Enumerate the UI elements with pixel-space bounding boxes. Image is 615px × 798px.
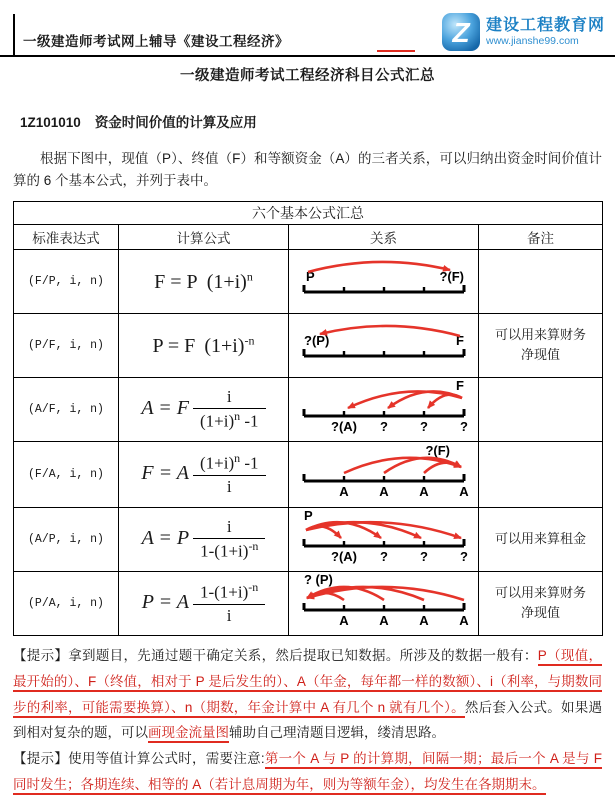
svg-text:?(P): ?(P) [303,332,329,348]
calc-formula: F = P $(1+i)^n$ [154,268,253,293]
tip-text: 【提示】使用等值计算公式时，需要注意: [13,751,265,767]
cell-standard-expression: (A/F, i, n) [14,377,119,441]
cell-relationship [289,507,479,571]
logo-site-name: 建设工程教育网 [485,17,605,35]
svg-text:?(F): ?(F) [424,442,450,458]
page-title: 一级建造师考试工程经济科目公式汇总 [180,68,435,84]
section-code: 1Z101010 [20,115,81,130]
tip-highlight-text: 画现金流量图 [148,725,229,743]
svg-text:A: A [418,612,429,628]
header-left-tick [13,14,15,57]
calc-formula: P = A $\frac{1-(1+i)^{-n}}{i}$ [142,591,266,613]
site-logo [441,12,605,52]
svg-text:?: ? [419,418,428,434]
header-red-underline [377,50,415,52]
table-row [14,377,603,441]
tip-text: 然后套入公式。如果遇到相对复杂的题，可以 [13,699,603,741]
table-row [14,571,603,635]
calc-formula: P = F $(1+i)^{-n}$ [152,332,255,357]
tip-text: 【提示】拿到题目，先通过题干确定关系，然后提取已知数据。所涉及的数据一般有： [13,647,538,663]
svg-text:A: A [458,612,469,628]
svg-text:A: A [418,483,429,499]
table-row [14,313,603,377]
page-header [0,0,615,57]
svg-text:A: A [378,483,389,499]
cell-calc-formula [119,377,289,441]
svg-text:?: ? [419,548,428,564]
cell-calc-formula [119,249,289,313]
cell-standard-expression: (F/P, i, n) [14,249,119,313]
cell-standard-expression: (F/A, i, n) [14,441,119,507]
svg-text:P: P [303,507,313,523]
logo-icon [441,12,481,52]
cell-relationship [289,377,479,441]
logo-site-url: www.jianshe99.com [485,34,579,47]
relationship-diagram [294,572,474,630]
svg-text:?(A): ?(A) [330,548,357,564]
svg-text:?: ? [379,548,388,564]
table-row [14,441,603,507]
tip-text: 辅助自己理清题目逻辑，缕清思路。 [229,725,445,741]
table-row [14,249,603,313]
svg-text:?(A): ?(A) [330,418,357,434]
cell-calc-formula [119,441,289,507]
svg-text:F: F [455,332,464,348]
svg-text:A: A [458,483,469,499]
svg-text:?(F): ?(F) [438,268,464,284]
cell-relationship [289,571,479,635]
relationship-diagram [294,508,474,566]
cell-note: 可以用来算租金 [479,507,603,571]
cell-note: 可以用来算财务净现值 [479,571,603,635]
formula-table [13,201,603,636]
svg-text:A: A [338,483,349,499]
column-header-0: 标准表达式 [14,224,119,249]
cell-standard-expression: (P/F, i, n) [14,313,119,377]
calc-formula: A = P $\frac{i}{1-(1+i)^{-n}}$ [142,527,266,549]
cell-relationship [289,441,479,507]
svg-text:A: A [378,612,389,628]
section-title: 资金时间价值的计算及应用 [94,115,257,130]
svg-text:? (P): ? (P) [303,571,333,587]
relationship-diagram [294,250,474,308]
cell-standard-expression: (P/A, i, n) [14,571,119,635]
course-label: 一级建造师考试网上辅导《建设工程经济》 [23,34,289,49]
cell-note: 可以用来算财务净现值 [479,313,603,377]
svg-text:?: ? [459,548,468,564]
table-row [14,507,603,571]
svg-text:A: A [338,612,349,628]
tips-section [13,643,602,798]
cell-calc-formula [119,571,289,635]
svg-text:F: F [455,377,464,393]
svg-text:?: ? [459,418,468,434]
tip-highlight-text: 第一个 A 与 P 的计算期，间隔一期；最后一个 A 是与 F 同时发生；各期连续、相等的 A（若计息周期为年，则为等额年金），均发生在各期期末。 [13,751,602,795]
cell-calc-formula [119,507,289,571]
cell-note [479,249,603,313]
tip-paragraph-1 [13,643,602,747]
cell-relationship [289,249,479,313]
relationship-diagram [294,443,474,501]
section-heading [20,111,615,131]
column-header-1: 计算公式 [119,224,289,249]
table-title: 六个基本公式汇总 [14,201,603,224]
cell-relationship [289,313,479,377]
cell-calc-formula [119,313,289,377]
cell-standard-expression: (A/P, i, n) [14,507,119,571]
column-header-2: 关系 [289,224,479,249]
relationship-diagram [294,314,474,372]
cell-note [479,441,603,507]
svg-text:?: ? [379,418,388,434]
intro-paragraph: 根据下图中，现值（P）、终值（F）和等额资金（A）的三者关系，可以归纳出资金时间价值计算的 6 个基本公式，并列于表中。 [13,151,602,188]
column-header-3: 备注 [479,224,603,249]
relationship-diagram [294,378,474,436]
cell-note [479,377,603,441]
tip-highlight-text: P（现值，最开始的）、F（终值，相对于 P 是后发生的）、A（年金，每年都一样的数额）、i（利率，与期数同步的利率，可能需要换算）、n（期数，年金计算中 A 有几个 n 就有几个）。 [13,648,602,718]
calc-formula: F = A $\frac{(1+i)^n -1}{i}$ [141,462,265,484]
svg-text:Z: Z [452,17,470,48]
calc-formula: A = F $\frac{i}{(1+i)^n -1}$ [141,397,265,419]
svg-text:P: P [305,268,315,284]
tip-paragraph-2 [13,746,602,798]
